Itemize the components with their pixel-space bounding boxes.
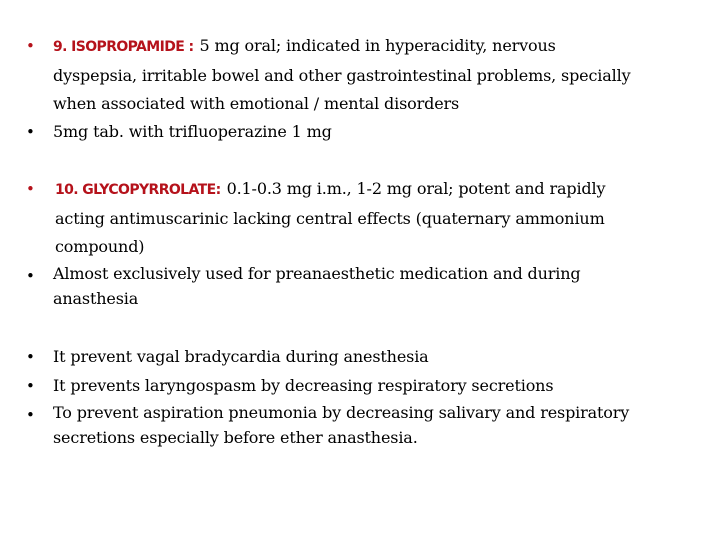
bullet-marker: • [26,123,35,141]
bullet-line: secretions especially before ether anasthesia. [53,427,418,447]
bullet-marker: • [26,406,35,424]
bullet-laryngospasm [22,372,682,401]
bullet-line: anasthesia [53,288,139,308]
bullet-line: Almost exclusively used for preanaesthetic medication and during [53,264,581,283]
bullet-isopropamide [22,32,682,119]
bullet-body [53,343,682,372]
bullet-line: when associated with emotional / mental disorders [53,94,460,113]
drug-heading-isopropamide: 9. ISOPROPAMIDE : [53,39,194,55]
bullet-line: compound) [55,237,145,256]
bullet-preanaesthetic [22,262,682,311]
bullet-body [53,32,682,119]
bullet-aspiration-pneumonia [22,401,682,450]
bullet-marker: • [26,37,35,55]
bullet-line: dyspepsia, irritable bowel and other gastrointestinal problems, specially [53,65,631,85]
bullet-line: acting antimuscarinic lacking central effects (quaternary ammonium [55,208,605,228]
bullet-line: 5mg tab. with trifluoperazine 1 mg [53,122,332,141]
bullet-marker: • [26,180,35,198]
bullet-body [53,401,682,450]
bullet-line: To prevent aspiration pneumonia by decreasing salivary and respiratory [53,403,630,422]
bullet-marker: • [26,267,35,285]
bullet-body [53,372,682,401]
bullet-marker: • [26,348,35,366]
bullet-body [53,175,682,262]
bullet-marker: • [26,377,35,395]
bullet-line: It prevents laryngospasm by decreasing respiratory secretions [53,376,554,395]
bullet-line: 0.1-0.3 mg i.m., 1-2 mg oral; potent and rapidly [226,179,606,198]
bullet-trifluoperazine [22,118,682,147]
bullet-glycopyrrolate [22,175,682,262]
drug-heading-glycopyrrolate: 10. GLYCOPYRROLATE: [55,182,221,198]
bullet-vagal-bradycardia [22,343,682,372]
bullet-body [53,262,682,311]
bullet-line: It prevent vagal bradycardia during anesthesia [53,347,429,366]
bullet-body [53,118,682,147]
bullet-line: 5 mg oral; indicated in hyperacidity, nervous [199,36,556,55]
